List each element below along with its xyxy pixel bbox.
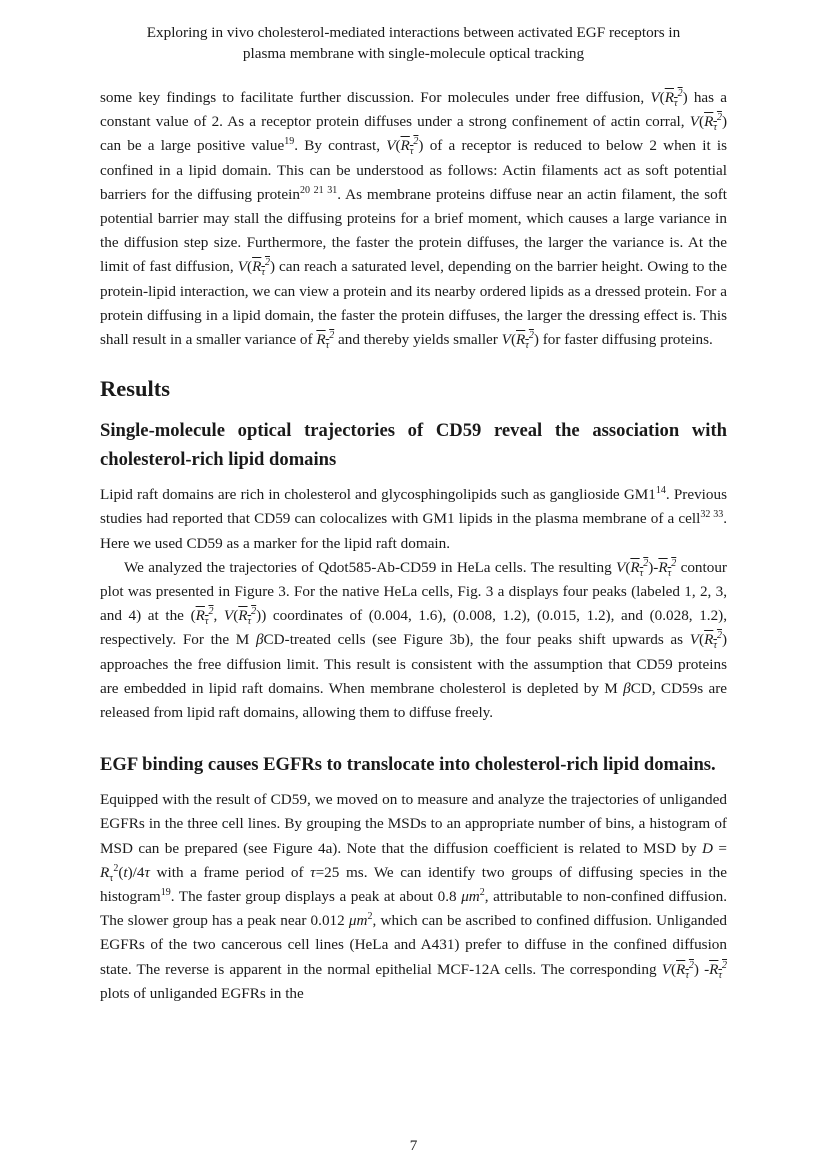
intro-text-9: for faster diffusing proteins. bbox=[542, 331, 713, 349]
math-v-r-tau-sq: V bbox=[650, 89, 660, 106]
intro-paragraph: some key findings to facilitate further discussion. For molecules under free diffusion, $V(R_\tau^2)$ has a constant value of 2. As a receptor protein diffuses under a strong confinement of actin corral, $V(R_\tau^2)$ can be a large positive value$^{19}$. By contrast, $V(R_\tau^2)$ of a receptor is reduced to below 2 when it is confined in a lipid domain. This can be understood as follows: Actin filaments act as soft potential barriers for the diffusing protein$^{20 21 31}$. As membrane proteins diffuse near an actin filament, the soft potential barrier may stall the diffusing proteins for a brief moment, which causes a large variance in the diffusion step size. Furthermore, the faster the protein diffuses, the larger the variance is. At the limit of fast diffusion, $V(R_\tau^2)$ can reach a saturated level, depending on the barrier height. Owing to the protein-lipid interaction, we can view a protein and its nearby ordered lipids as a dressed protein. For a protein diffusing in a lipid domain, the faster the protein diffuses, the larger the dressing effect is. This shall result in a smaller variance of $R_\tau^2$ and thereby yields smaller $V(R_\tau^2)$ for faster diffusing proteins. bbox=[100, 87, 728, 352]
cd59-section-heading: Single-molecule optical trajectories of CD59 reveal the association with cholesterol-rich lipid domains bbox=[100, 420, 727, 471]
running-head-line-1: Exploring in vivo cholesterol-mediated interactions between activated EGF receptors in bbox=[146, 24, 681, 41]
math-unit-um2: μm bbox=[461, 888, 480, 906]
citation-ref: 14 bbox=[655, 485, 666, 497]
math-v-r-tau-sq: V bbox=[237, 258, 248, 276]
citation-ref: 20 21 31 bbox=[299, 184, 338, 196]
paper-page bbox=[100, 0, 727, 1006]
egf-text-c: =25 ms. We can identify two groups of diffusing species in the histogram bbox=[100, 863, 727, 906]
math-coordinate-pair: ($R_\tau^2$, $V(R_\tau^2)$) bbox=[190, 606, 267, 628]
citation-ref: 19 bbox=[284, 136, 295, 148]
intro-text-2: has a constant value of 2. As a receptor protein diffuses under a strong confinement of actin corral, bbox=[100, 89, 727, 131]
egf-text-a: Equipped with the result of CD59, we moved on to measure and analyze the trajectories of unliganded EGFRs in the three cell lines. By grouping the MSDs to an appropriate number of bins, a histogram of MSD can be prepared (see Figure 4a). Note that the diffusion coefficient is related to MSD by bbox=[100, 791, 727, 857]
page-number: 7 bbox=[409, 1137, 418, 1154]
math-v-r-tau-sq: V bbox=[689, 113, 699, 131]
intro-text-7: can reach a saturated level, depending on the barrier height. Owing to the protein-lipid interaction, we can view a protein and its nearby ordered lipids as a dressed protein. For a protein diffusing in a lipid domain, the faster the protein diffuses, the larger the dressing effect is. This shall result in a smaller variance of bbox=[100, 258, 728, 349]
cd59-paragraph-2: We analyzed the trajectories of Qdot585-Ab-CD59 in HeLa cells. The resulting $V(R_\tau^2)-R_\tau^2$ contour plot was presented in Figure 3. For the native HeLa cells, Fig. 3 a displays four peaks (labeled 1, 2, 3, and 4) at the ($R_\tau^2$, $V(R_\tau^2)$) coordinates of (0.004, 1.6), (0.008, 1.2), (0.015, 1.2), and (0.028, 1.2), respectively. For the M βCD-treated cells (see Figure 3b), the four peaks shift upwards as $V(R_\tau^2)$ approaches the free diffusion limit. This result is consistent with the assumption that CD59 proteins are embedded in lipid raft domains. When membrane cholesterol is depleted by M βCD, CD59s are released from lipid raft domains, allowing them to diffuse freely. bbox=[100, 557, 728, 722]
math-v-r-tau-sq: V bbox=[501, 331, 511, 349]
math-v-r-tau-sq: V bbox=[689, 631, 700, 649]
cd59-p2-text-b: contour plot was presented in Figure 3. For the native HeLa cells, Fig. 3 a displays four peaks (labeled 1, 2, 3, and 4) at the bbox=[100, 558, 727, 625]
cd59-p1-text-c: . Here we used CD59 as a marker for the lipid raft domain. bbox=[100, 510, 727, 552]
math-v-r-tau-sq: V bbox=[661, 960, 671, 978]
math-beta: β bbox=[255, 631, 264, 649]
math-v-r-tau-sq: V bbox=[616, 558, 626, 576]
math-beta: β bbox=[623, 679, 631, 697]
math-diffusion-relation: D bbox=[702, 839, 714, 857]
cd59-p2-text-d: CD-treated cells (see Figure 3b), the four peaks shift upwards as bbox=[263, 631, 684, 649]
cd59-p1-text-a: Lipid raft domains are rich in cholesterol and glycosphingolipids such as ganglioside GM1 bbox=[100, 486, 656, 504]
math-r-tau-sq: $R_\tau^2$ bbox=[658, 557, 677, 579]
intro-text-3: can be a large positive value bbox=[100, 137, 285, 155]
intro-text-4: . By contrast, bbox=[294, 137, 380, 155]
cd59-p2-text-a: We analyzed the trajectories of Qdot585-Ab-CD59 in HeLa cells. The resulting bbox=[124, 558, 612, 576]
intro-text-5: of a receptor is reduced to below 2 when it is confined in a lipid domain. This can be understood as follows: Actin filaments act as soft potential barriers for the diffusing protein bbox=[100, 137, 727, 203]
egf-text-d: . The faster group displays a peak at about 0.8 bbox=[170, 888, 457, 906]
math-r-tau-sq: $R_\tau^2$ bbox=[316, 329, 335, 352]
cd59-p1-text-b: . Previous studies had reported that CD59 can colocalizes with GM1 lipids in the plasma membrane of a cell bbox=[100, 486, 727, 528]
results-heading: Results bbox=[100, 376, 171, 402]
citation-ref: 19 bbox=[160, 887, 171, 899]
cd59-paragraph-1 bbox=[100, 483, 727, 556]
cd59-p2-text-f: CD, CD59s are released from lipid raft domains, allowing them to diffuse freely. bbox=[100, 679, 727, 722]
math-r-tau-sq: $R_\tau^2$ bbox=[709, 959, 728, 981]
intro-text-6: . As membrane proteins diffuse near an actin filament, the soft potential barrier may stall the diffusing proteins for a brief moment, which causes a large variance in the diffusion step size. Furthermore, the faster the protein diffuses, the larger the variance is. At the limit of fast diffusion, bbox=[100, 185, 727, 276]
cd59-p2-text-e: approaches the free diffusion limit. This result is consistent with the assumption that CD59 proteins are embedded in lipid raft domains. When membrane cholesterol is depleted by M bbox=[100, 655, 727, 697]
egf-text-e: , attributable to non-confined diffusion. The slower group has a peak near 0.012 bbox=[100, 888, 727, 930]
egf-text-g: plots of unliganded EGFRs in the bbox=[100, 984, 304, 1002]
citation-ref: 32 33 bbox=[700, 509, 724, 521]
egf-paragraph: Equipped with the result of CD59, we moved on to measure and analyze the trajectories of unliganded EGFRs in the three cell lines. By grouping the MSDs to an appropriate number of bins, a histogram of MSD can be prepared (see Figure 4a). Note that the diffusion coefficient is related to MSD by $D = R_\tau^2(t)/4\tau$ with a frame period of τ=25 ms. We can identify two groups of diffusing species in the histogram$^{19}$. The faster group displays a peak at about 0.8 $\mu m^2$, attributable to non-confined diffusion. The slower group has a peak near 0.012 $\mu m^2$, which can be ascribed to confined diffusion. Unliganded EGFRs of the two cancerous cell lines (HeLa and A431) prefer to diffuse in the confined diffusion state. The reverse is apparent in the normal epithelial MCF-12A cells. The corresponding $V(R_\tau^2)$ $-R_\tau^2$ plots of unliganded EGFRs in the bbox=[100, 791, 728, 1002]
egf-text-f: , which can be ascribed to confined diffusion. Unliganded EGFRs of the two cancerous cell lines (HeLa and A431) prefer to diffuse in the confined diffusion state. The reverse is apparent in the normal epithelial MCF-12A cells. The corresponding bbox=[100, 912, 728, 978]
egf-section-heading: EGF binding causes EGFRs to translocate into cholesterol-rich lipid domains. bbox=[100, 754, 716, 776]
running-head-line-2: plasma membrane with single-molecule optical tracking bbox=[242, 45, 585, 62]
running-head bbox=[100, 22, 727, 64]
math-unit-um2: μm bbox=[348, 912, 368, 930]
intro-text-8: and thereby yields smaller bbox=[338, 331, 498, 349]
intro-text-1: some key findings to facilitate further discussion. For molecules under free diffusion, bbox=[100, 89, 645, 106]
egf-text-b: with a frame period of bbox=[156, 863, 304, 881]
math-v-r-tau-sq: V bbox=[386, 137, 396, 155]
cd59-p2-text-c: coordinates of (0.004, 1.6), (0.008, 1.2), (0.015, 1.2), and (0.028, 1.2), respectively. For the M bbox=[100, 607, 728, 649]
math-tau: τ bbox=[310, 863, 316, 881]
